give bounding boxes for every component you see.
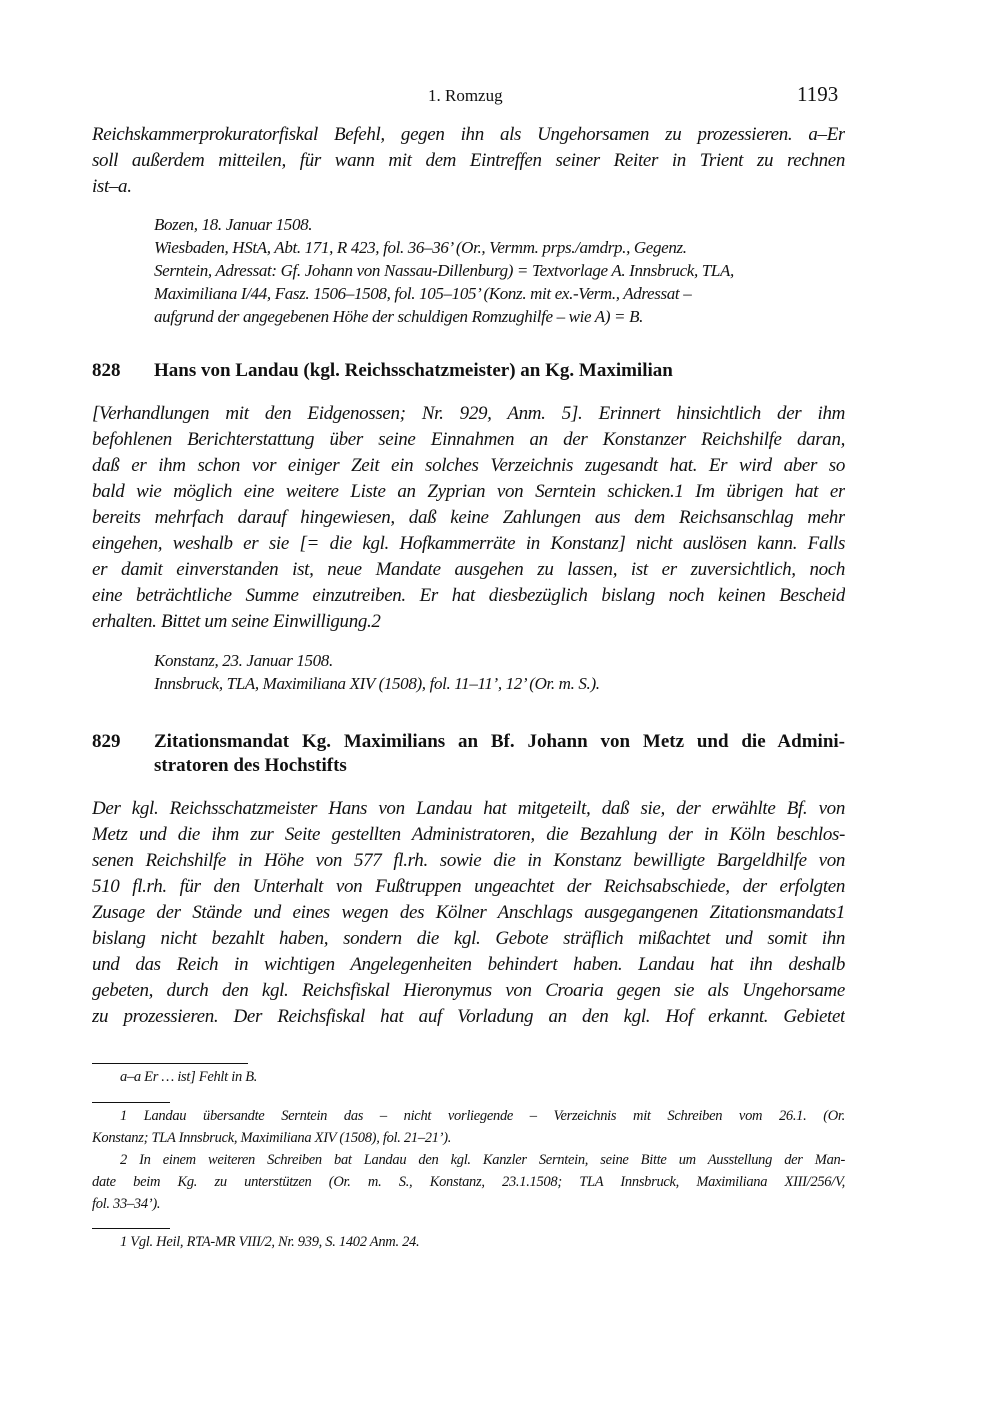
intro-paragraph <box>92 122 845 200</box>
running-title: 1. Romzug <box>428 86 503 105</box>
footnotes-letter <box>92 1066 845 1088</box>
text-line: und das Reich in wichtigen Angelegenheiten behindert haben. Landau hat ihn deshalb <box>92 954 845 975</box>
running-header <box>0 82 1004 112</box>
entry-828-source <box>154 649 845 695</box>
text-line: 1 Vgl. Heil, RTA-MR VIII/2, Nr. 939, S. 1402 Anm. 24. <box>120 1234 420 1250</box>
text-line: 2 In einem weiteren Schreiben bat Landau den kgl. Kanzler Serntein, seine Bitte um Ausstellung der Man- <box>120 1152 845 1168</box>
text-line: Der kgl. Reichsschatzmeister Hans von Landau hat mitgeteilt, daß sie, der erwählte Bf. von <box>92 798 845 819</box>
footnotes-829 <box>92 1231 845 1253</box>
text-line: Serntein, Adressat: Gf. Johann von Nassau-Dillenburg) = Textvorlage A. Innsbruck, TLA, <box>154 261 734 280</box>
intro-source <box>154 213 845 328</box>
entry-number: 828 <box>92 360 121 381</box>
text-line: soll außerdem mitteilen, für wann mit dem Eintreffen seiner Reiter in Trient zu rechnen <box>92 150 845 171</box>
text-line: Bozen, 18. Januar 1508. <box>154 215 313 234</box>
entry-829-summary <box>92 796 845 1030</box>
text-line: 1 Landau übersandte Serntein das – nicht vorliegende – Verzeichnis mit Schreiben vom 26.1. (Or. <box>120 1108 845 1124</box>
text-line: ist–a. <box>92 176 132 197</box>
entry-828-summary <box>92 401 845 635</box>
text-line: Konstanz, 23. Januar 1508. <box>154 651 333 670</box>
text-line: Maximiliana I/44, Fasz. 1506–1508, fol. 105–105’ (Konz. mit ex.-Verm., Adressat – <box>154 284 692 303</box>
text-line: Hans von Landau (kgl. Reichsschatzmeister) an Kg. Maximilian <box>154 360 673 381</box>
text-line: Metz und die ihm zur Seite gestellten Administratoren, die Bezahlung der in Köln beschlos- <box>92 824 845 845</box>
text-line: 510 fl.rh. für den Unterhalt von Fußtruppen ungeachtet der Reichsabschiede, der erfolgten <box>92 876 845 897</box>
text-line: daß er ihm schon vor einiger Zeit ein solches Verzeichnis zugesandt hat. Er wird aber so <box>92 455 845 476</box>
text-line: stratoren des Hochstifts <box>154 755 347 776</box>
text-line: fol. 33–34’). <box>92 1196 161 1212</box>
text-line: eingehen, weshalb er sie [= die kgl. Hofkammerräte in Konstanz] nicht auslösen kann. Falls <box>92 533 845 554</box>
footnote-rule <box>92 1228 170 1229</box>
text-line: Wiesbaden, HStA, Abt. 171, R 423, fol. 36–36’ (Or., Vermm. prps./amdrp., Gegenz. <box>154 238 687 257</box>
footnote-rule <box>92 1063 248 1064</box>
footnotes-828 <box>92 1105 845 1215</box>
text-line: Innsbruck, TLA, Maximiliana XIV (1508), fol. 11–11’, 12’ (Or. m. S.). <box>154 674 600 693</box>
text-line: Konstanz; TLA Innsbruck, Maximiliana XIV (1508), fol. 21–21’). <box>92 1130 452 1146</box>
text-line: Reichskammerprokuratorfiskal Befehl, gegen ihn als Ungehorsamen zu prozessieren. a–Er <box>92 124 845 145</box>
text-line: er damit einverstanden ist, neue Mandate ausgehen zu lassen, ist er zuversichtlich, noch <box>92 559 845 580</box>
text-line: erhalten. Bittet um seine Einwilligung.2 <box>92 611 381 632</box>
text-line: gebeten, durch den kgl. Reichsfiskal Hieronymus von Croaria gegen sie als Ungehorsame <box>92 980 845 1001</box>
page-number: 1193 <box>797 82 839 106</box>
text-line: zu prozessieren. Der Reichsfiskal hat auf Vorladung an den kgl. Hof erkannt. Gebietet <box>92 1006 845 1027</box>
entry-number: 829 <box>92 731 121 752</box>
text-line: bereits mehrfach darauf hingewiesen, daß keine Zahlungen aus dem Reichsanschlag mehr <box>92 507 845 528</box>
text-line: senen Reichshilfe in Höhe von 577 fl.rh. sowie die in Konstanz bewilligte Bargeldhilfe von <box>92 850 845 871</box>
text-line: aufgrund der angegebenen Höhe der schuldigen Romzughilfe – wie A) = B. <box>154 307 644 326</box>
text-line: bislang nicht bezahlt haben, sondern die kgl. Gebote sträflich mißachtet und somit ihn <box>92 928 845 949</box>
text-line: eine beträchtliche Summe einzutreiben. Er hat diesbezüglich bislang noch keinen Bescheid <box>92 585 845 606</box>
footnote-rule <box>92 1102 170 1103</box>
text-line: bald wie möglich eine weitere Liste an Zyprian von Serntein schicken.1 Im übrigen hat er <box>92 481 845 502</box>
text-line: date beim Kg. zu unterstützen (Or. m. S., Konstanz, 23.1.1508; TLA Innsbruck, Maximiliana XIII/256/V, <box>92 1174 845 1190</box>
text-line: Zusage der Stände und eines wegen des Kölner Anschlags ausgegangenen Zitationsmandats1 <box>92 902 845 923</box>
text-line: Zitationsmandat Kg. Maximilians an Bf. Johann von Metz und die Admini- <box>154 731 845 752</box>
text-line: [Verhandlungen mit den Eidgenossen; Nr. 929, Anm. 5]. Erinnert hinsichtlich der ihm <box>92 403 845 424</box>
text-line: a–a Er … ist] Fehlt in B. <box>120 1069 258 1085</box>
text-line: befohlenen Berichterstattung über seine Einnahmen an der Konstanzer Reichshilfe daran, <box>92 429 845 450</box>
